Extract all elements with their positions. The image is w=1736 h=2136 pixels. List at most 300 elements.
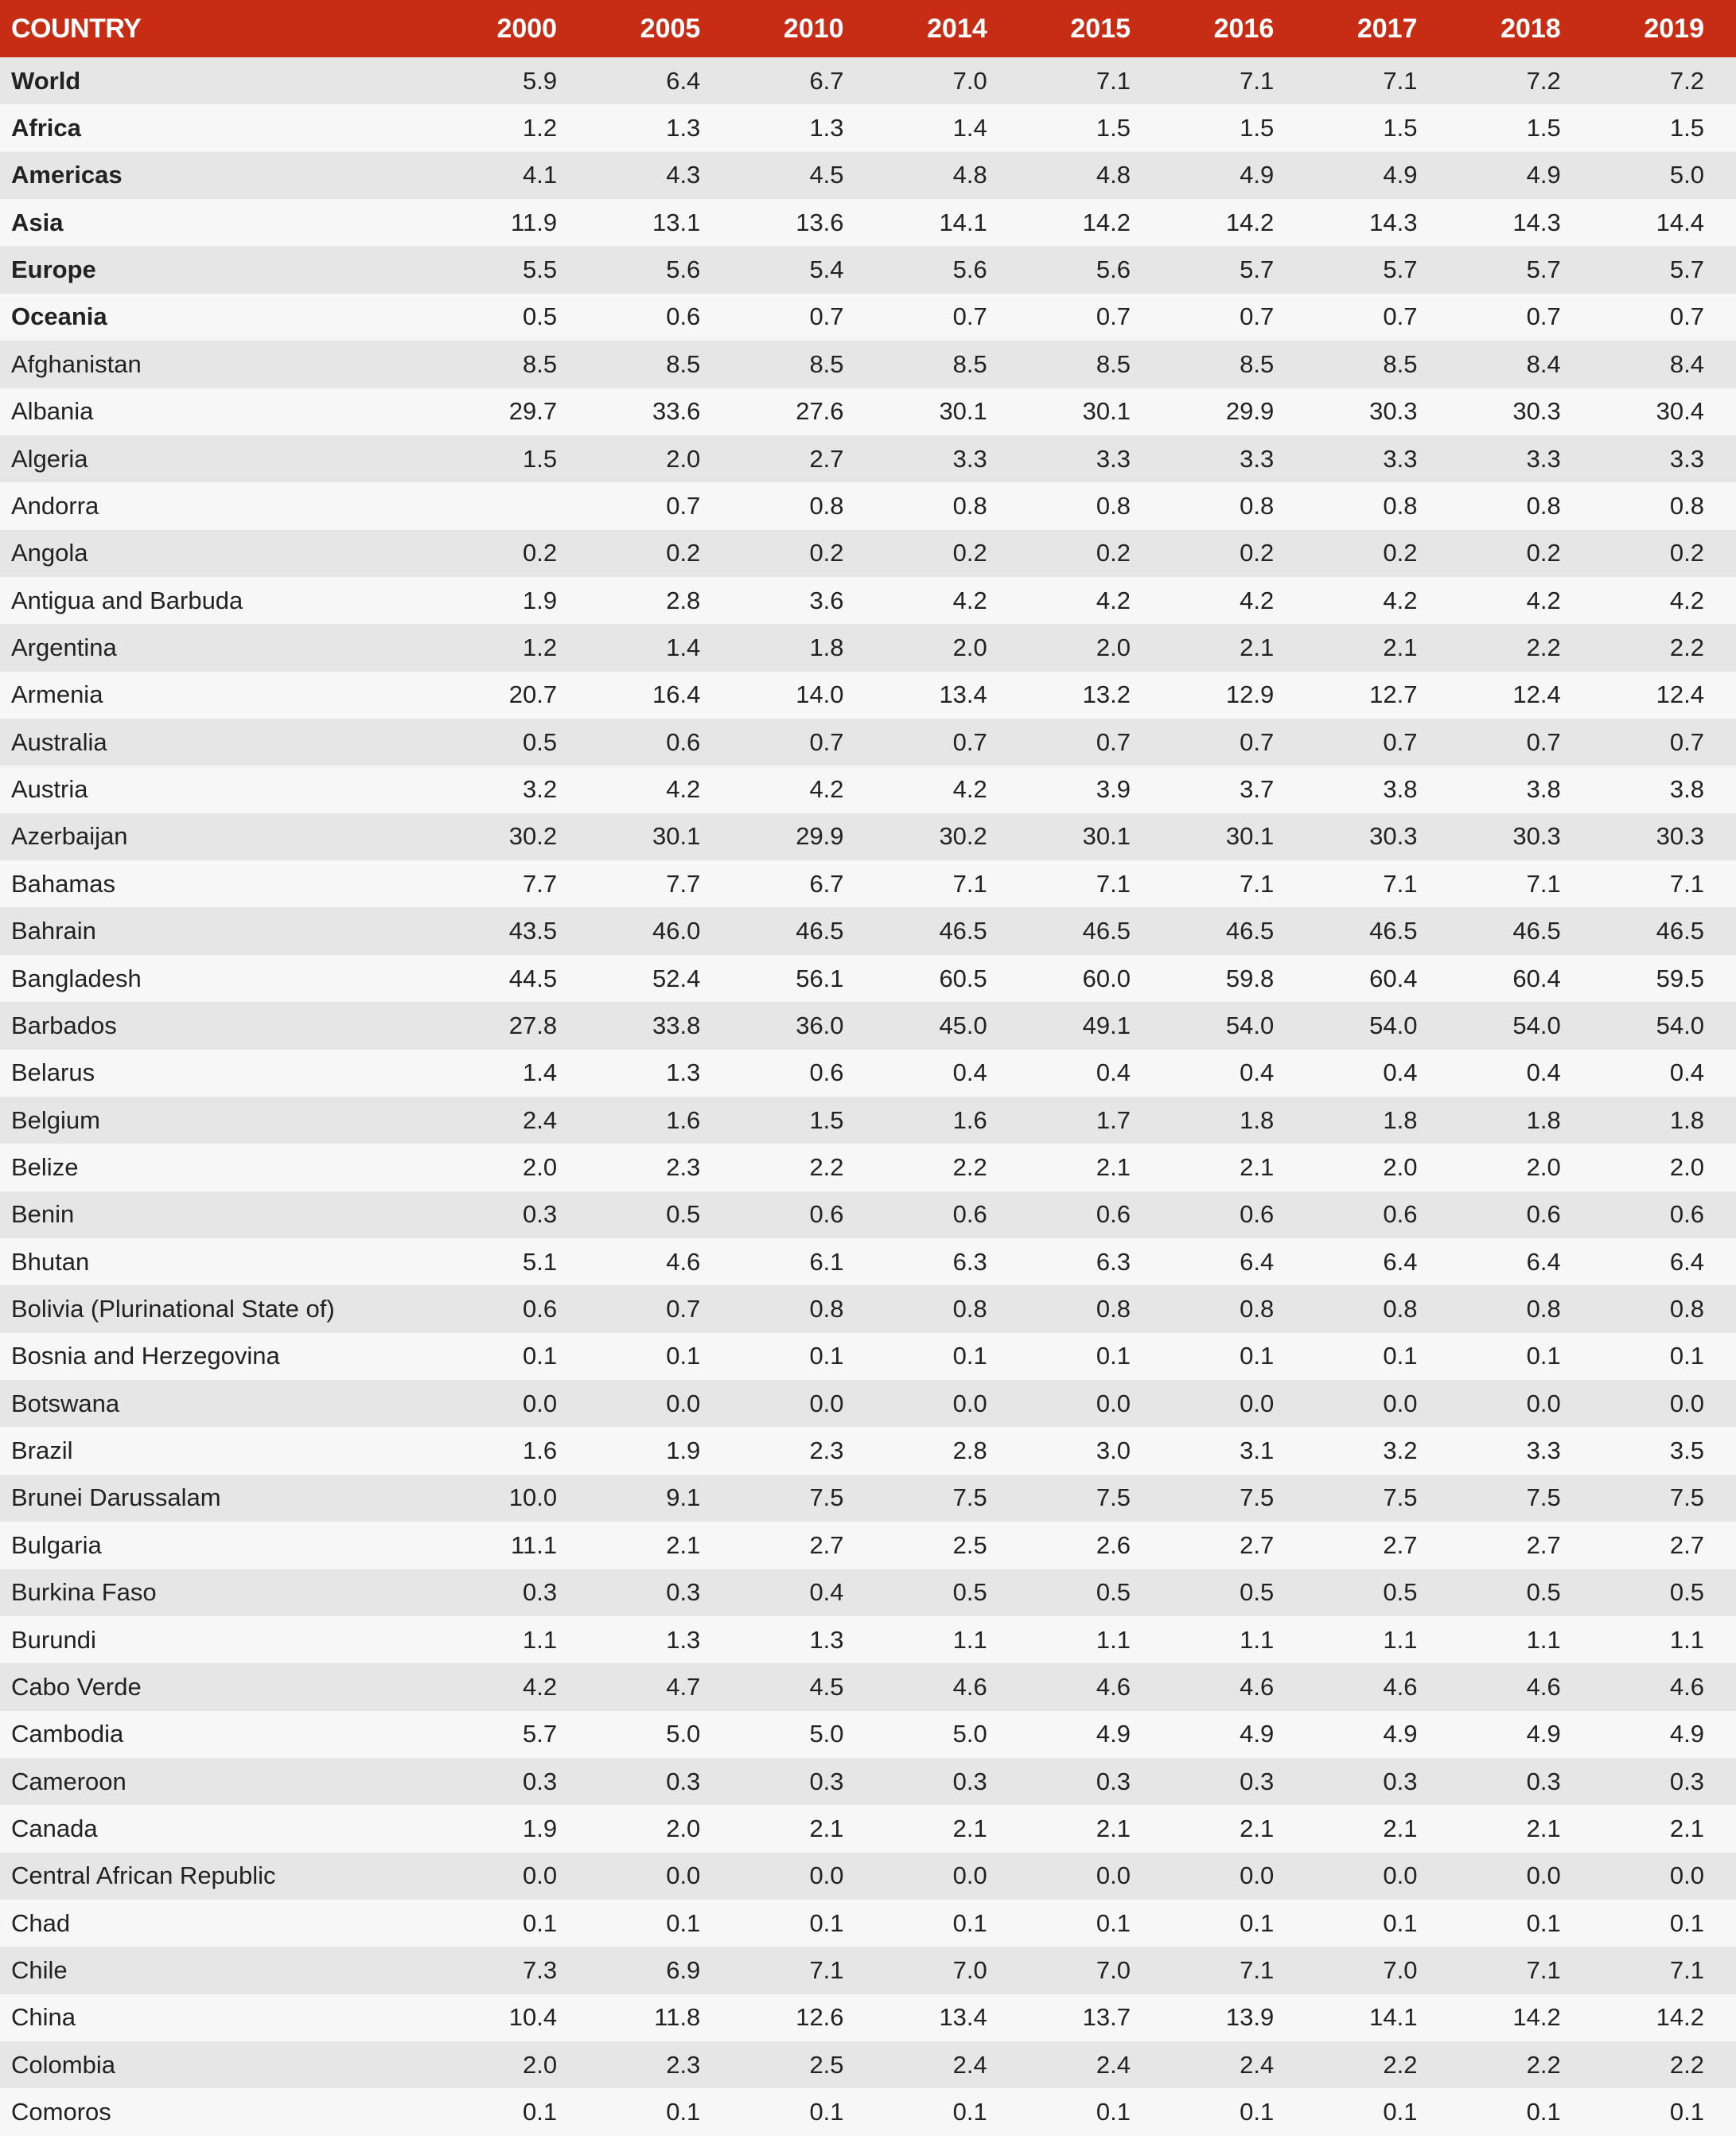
column-header-year: 2014 (927, 13, 987, 44)
value-cell: 0.2 (952, 539, 987, 567)
value-cell: 0.7 (666, 491, 701, 520)
value-cell: 2.8 (666, 586, 701, 614)
region-row (0, 104, 1736, 151)
value-cell: 0.0 (1383, 1389, 1418, 1417)
value-cell: 2.6 (1096, 1530, 1131, 1559)
value-cell: 60.4 (1512, 964, 1561, 992)
value-cell: 0.0 (1669, 1861, 1704, 1890)
value-cell: 0.8 (952, 491, 987, 520)
value-cell: 7.1 (1526, 869, 1561, 898)
value-cell: 7.1 (1526, 1956, 1561, 1985)
value-cell: 0.5 (522, 727, 558, 756)
region-row (0, 294, 1736, 341)
value-cell: 4.6 (1526, 1672, 1561, 1701)
value-cell: 2.0 (1096, 633, 1131, 661)
value-cell: 4.6 (666, 1247, 701, 1276)
value-cell: 12.4 (1512, 680, 1561, 709)
value-cell: 0.7 (1383, 302, 1418, 331)
value-cell: 14.1 (1369, 2003, 1418, 2032)
value-cell: 1.8 (809, 633, 844, 661)
value-cell: 6.7 (809, 869, 844, 898)
value-cell: 6.3 (1096, 1247, 1131, 1276)
value-cell: 0.1 (1240, 1908, 1275, 1937)
value-cell: 5.9 (522, 66, 558, 95)
value-cell: 0.7 (1240, 302, 1275, 331)
value-cell: 0.8 (809, 491, 844, 520)
value-cell: 8.5 (522, 349, 558, 378)
table-row (0, 1947, 1736, 1994)
value-cell: 7.5 (952, 1483, 987, 1512)
value-cell: 0.1 (952, 1908, 987, 1937)
value-cell: 10.0 (508, 1483, 558, 1512)
value-cell: 46.5 (1225, 917, 1275, 945)
country-name: Cambodia (11, 1720, 124, 1748)
value-cell: 2.4 (522, 1105, 558, 1134)
table-row (0, 1002, 1736, 1049)
value-cell: 13.9 (1225, 2003, 1275, 2032)
value-cell: 30.2 (508, 822, 558, 851)
value-cell: 1.6 (522, 1436, 558, 1465)
value-cell: 3.2 (522, 775, 558, 804)
value-cell: 0.6 (1240, 1200, 1275, 1229)
value-cell: 4.2 (1669, 586, 1704, 614)
value-cell: 2.0 (666, 444, 701, 473)
value-cell: 0.5 (666, 1200, 701, 1229)
value-cell: 7.7 (522, 869, 558, 898)
country-name: China (11, 2003, 76, 2032)
column-header-year: 2016 (1213, 13, 1275, 44)
region-name: Europe (11, 255, 96, 284)
country-name: Chile (11, 1956, 68, 1985)
value-cell: 46.5 (939, 917, 987, 945)
value-cell: 0.6 (1669, 1200, 1704, 1229)
value-cell: 33.6 (652, 397, 701, 426)
value-cell: 0.2 (666, 539, 701, 567)
value-cell: 0.4 (1526, 1058, 1561, 1087)
country-name: Belize (11, 1152, 79, 1181)
value-cell: 7.5 (1096, 1483, 1131, 1512)
value-cell: 1.1 (522, 1625, 558, 1654)
value-cell: 4.6 (1096, 1672, 1131, 1701)
value-cell: 2.3 (666, 1152, 701, 1181)
value-cell: 2.5 (809, 2050, 844, 2079)
value-cell: 0.6 (1383, 1200, 1418, 1229)
column-header-year: 2000 (496, 13, 558, 44)
value-cell: 1.2 (522, 633, 558, 661)
value-cell: 14.2 (1512, 2003, 1561, 2032)
value-cell: 1.3 (809, 1625, 844, 1654)
value-cell: 29.9 (1225, 397, 1275, 426)
column-header-year: 2018 (1501, 13, 1561, 44)
table-row (0, 1144, 1736, 1191)
table-row (0, 1853, 1736, 1900)
value-cell: 14.0 (796, 680, 844, 709)
value-cell: 4.9 (1383, 161, 1418, 189)
value-cell: 1.6 (666, 1105, 701, 1134)
value-cell: 0.8 (1669, 491, 1704, 520)
value-cell: 54.0 (1369, 1011, 1418, 1039)
value-cell: 1.3 (809, 114, 844, 142)
value-cell: 0.0 (1096, 1861, 1131, 1890)
value-cell: 3.3 (1240, 444, 1275, 473)
value-cell: 4.9 (1526, 1720, 1561, 1748)
value-cell: 9.1 (666, 1483, 701, 1512)
value-cell: 4.8 (1096, 161, 1131, 189)
column-header-year: 2015 (1070, 13, 1131, 44)
country-name: Australia (11, 727, 107, 756)
value-cell: 1.8 (1383, 1105, 1418, 1134)
table-row (0, 530, 1736, 577)
value-cell: 0.8 (952, 1295, 987, 1323)
value-cell: 3.8 (1669, 775, 1704, 804)
value-cell: 2.2 (1669, 633, 1704, 661)
value-cell: 0.4 (1383, 1058, 1418, 1087)
value-cell: 0.6 (1096, 1200, 1131, 1229)
value-cell: 0.1 (1383, 1342, 1418, 1370)
value-cell: 3.7 (1240, 775, 1275, 804)
value-cell: 4.2 (809, 775, 844, 804)
country-name: Canada (11, 1814, 98, 1842)
value-cell: 2.2 (1526, 2050, 1561, 2079)
value-cell: 2.2 (1526, 633, 1561, 661)
table-row (0, 955, 1736, 1002)
value-cell: 7.0 (1096, 1956, 1131, 1985)
value-cell: 4.2 (1526, 586, 1561, 614)
value-cell: 2.7 (1526, 1530, 1561, 1559)
value-cell: 30.3 (1512, 822, 1561, 851)
value-cell: 0.5 (1240, 1578, 1275, 1607)
table-row (0, 2041, 1736, 2088)
value-cell: 0.0 (1240, 1389, 1275, 1417)
value-cell: 6.4 (666, 66, 701, 95)
value-cell: 4.1 (522, 161, 558, 189)
value-cell: 0.7 (1096, 302, 1131, 331)
value-cell: 1.9 (522, 1814, 558, 1842)
value-cell: 7.5 (1240, 1483, 1275, 1512)
value-cell: 0.0 (1240, 1861, 1275, 1890)
value-cell: 0.7 (809, 727, 844, 756)
country-name: Colombia (11, 2050, 115, 2079)
value-cell: 49.1 (1082, 1011, 1131, 1039)
value-cell: 2.1 (1096, 1152, 1131, 1181)
value-cell: 5.0 (952, 1720, 987, 1748)
value-cell: 13.2 (1082, 680, 1131, 709)
value-cell: 0.0 (666, 1389, 701, 1417)
value-cell: 56.1 (796, 964, 844, 992)
value-cell: 12.6 (796, 2003, 844, 2032)
value-cell: 0.2 (1096, 539, 1131, 567)
value-cell: 2.0 (952, 633, 987, 661)
value-cell: 30.2 (939, 822, 987, 851)
value-cell: 0.1 (1526, 2098, 1561, 2126)
value-cell: 4.5 (809, 161, 844, 189)
value-cell: 2.1 (1240, 1814, 1275, 1842)
table-row (0, 1333, 1736, 1380)
value-cell: 6.7 (809, 66, 844, 95)
value-cell: 7.1 (1240, 869, 1275, 898)
value-cell: 1.5 (1526, 114, 1561, 142)
value-cell: 2.2 (809, 1152, 844, 1181)
value-cell: 2.1 (1526, 1814, 1561, 1842)
value-cell: 4.3 (666, 161, 701, 189)
value-cell: 5.0 (809, 1720, 844, 1748)
value-cell: 3.2 (1383, 1436, 1418, 1465)
country-name: Cabo Verde (11, 1672, 142, 1701)
value-cell: 0.1 (522, 1342, 558, 1370)
value-cell: 0.1 (1096, 2098, 1131, 2126)
value-cell: 0.8 (1526, 491, 1561, 520)
value-cell: 46.5 (1656, 917, 1704, 945)
value-cell: 2.1 (1096, 1814, 1131, 1842)
country-name: Andorra (11, 491, 99, 520)
value-cell: 1.6 (952, 1105, 987, 1134)
value-cell: 0.6 (1526, 1200, 1561, 1229)
country-name: Armenia (11, 680, 103, 709)
value-cell: 13.6 (796, 208, 844, 236)
value-cell: 7.1 (1383, 66, 1418, 95)
value-cell: 8.4 (1669, 349, 1704, 378)
value-cell: 0.6 (666, 302, 701, 331)
value-cell: 5.4 (809, 255, 844, 284)
value-cell: 0.7 (1669, 302, 1704, 331)
value-cell: 0.7 (666, 1295, 701, 1323)
value-cell: 0.1 (1526, 1342, 1561, 1370)
value-cell: 1.7 (1096, 1105, 1131, 1134)
value-cell: 5.0 (1669, 161, 1704, 189)
country-name: Albania (11, 397, 94, 426)
value-cell: 0.5 (1383, 1578, 1418, 1607)
value-cell: 0.6 (666, 727, 701, 756)
value-cell: 5.6 (666, 255, 701, 284)
table-row (0, 813, 1736, 860)
value-cell: 4.2 (1383, 586, 1418, 614)
value-cell: 0.2 (1240, 539, 1275, 567)
value-cell: 1.5 (809, 1105, 844, 1134)
table-row (0, 1380, 1736, 1427)
value-cell: 59.5 (1656, 964, 1704, 992)
value-cell: 2.0 (1526, 1152, 1561, 1181)
value-cell: 8.4 (1526, 349, 1561, 378)
value-cell: 14.2 (1656, 2003, 1704, 2032)
value-cell: 3.1 (1240, 1436, 1275, 1465)
value-cell: 0.5 (1096, 1578, 1131, 1607)
value-cell: 1.8 (1240, 1105, 1275, 1134)
value-cell: 0.1 (952, 2098, 987, 2126)
value-cell: 0.4 (809, 1578, 844, 1607)
value-cell: 30.3 (1369, 822, 1418, 851)
region-name: Asia (11, 208, 64, 236)
value-cell: 0.3 (666, 1767, 701, 1795)
value-cell: 7.0 (952, 66, 987, 95)
value-cell: 0.8 (1240, 1295, 1275, 1323)
value-cell: 1.1 (952, 1625, 987, 1654)
table-row (0, 719, 1736, 766)
value-cell: 2.0 (1669, 1152, 1704, 1181)
value-cell: 0.2 (522, 539, 558, 567)
value-cell: 0.3 (522, 1578, 558, 1607)
value-cell: 14.4 (1656, 208, 1704, 236)
value-cell: 7.1 (952, 869, 987, 898)
value-cell: 0.7 (952, 302, 987, 331)
value-cell: 10.4 (508, 2003, 558, 2032)
region-name: Oceania (11, 302, 107, 331)
value-cell: 2.0 (522, 1152, 558, 1181)
value-cell: 14.3 (1369, 208, 1418, 236)
value-cell: 20.7 (508, 680, 558, 709)
value-cell: 1.3 (666, 1625, 701, 1654)
value-cell: 0.3 (666, 1578, 701, 1607)
value-cell: 1.1 (1526, 1625, 1561, 1654)
value-cell: 4.9 (1526, 161, 1561, 189)
value-cell: 0.1 (666, 1908, 701, 1937)
table-row (0, 1569, 1736, 1616)
country-name: Bulgaria (11, 1530, 102, 1559)
table-row (0, 1900, 1736, 1947)
table-row (0, 1663, 1736, 1710)
value-cell: 2.1 (1383, 633, 1418, 661)
table-row (0, 1711, 1736, 1758)
region-name: Americas (11, 161, 123, 189)
value-cell: 8.5 (1096, 349, 1131, 378)
table-row (0, 672, 1736, 719)
value-cell: 2.1 (666, 1530, 701, 1559)
value-cell: 7.5 (809, 1483, 844, 1512)
value-cell: 4.2 (952, 586, 987, 614)
value-cell: 0.1 (1383, 1908, 1418, 1937)
region-row (0, 246, 1736, 293)
value-cell: 0.0 (809, 1389, 844, 1417)
value-cell: 0.8 (1096, 1295, 1131, 1323)
value-cell: 1.3 (666, 114, 701, 142)
column-header-country: COUNTRY (11, 13, 142, 44)
value-cell: 12.4 (1656, 680, 1704, 709)
value-cell: 1.5 (1383, 114, 1418, 142)
value-cell: 3.3 (1669, 444, 1704, 473)
value-cell: 0.0 (666, 1861, 701, 1890)
value-cell: 3.5 (1669, 1436, 1704, 1465)
value-cell: 2.7 (1240, 1530, 1275, 1559)
value-cell: 13.4 (939, 680, 987, 709)
value-cell: 4.9 (1240, 161, 1275, 189)
value-cell: 0.2 (1383, 539, 1418, 567)
value-cell: 0.1 (1669, 1908, 1704, 1937)
table-row (0, 1427, 1736, 1474)
value-cell: 8.5 (809, 349, 844, 378)
table-row (0, 1758, 1736, 1805)
value-cell: 4.7 (666, 1672, 701, 1701)
value-cell: 11.8 (654, 2003, 701, 2032)
value-cell: 1.2 (522, 114, 558, 142)
table-row (0, 435, 1736, 482)
table-row (0, 1238, 1736, 1285)
table-row (0, 1097, 1736, 1144)
column-header-year: 2010 (783, 13, 844, 44)
value-cell: 0.1 (1096, 1908, 1131, 1937)
table-row (0, 2088, 1736, 2135)
value-cell: 60.0 (1082, 964, 1131, 992)
value-cell: 13.1 (652, 208, 701, 236)
value-cell: 0.1 (1240, 2098, 1275, 2126)
value-cell: 1.1 (1240, 1625, 1275, 1654)
value-cell: 6.1 (809, 1247, 844, 1276)
value-cell: 0.1 (1669, 1342, 1704, 1370)
value-cell: 0.1 (1383, 2098, 1418, 2126)
value-cell: 2.4 (1240, 2050, 1275, 2079)
value-cell: 29.7 (508, 397, 558, 426)
table-row (0, 1805, 1736, 1852)
country-name: Brazil (11, 1436, 73, 1465)
value-cell: 2.0 (522, 2050, 558, 2079)
value-cell: 0.0 (522, 1389, 558, 1417)
value-cell: 1.3 (666, 1058, 701, 1087)
value-cell: 0.0 (1526, 1389, 1561, 1417)
table-row (0, 482, 1736, 529)
value-cell: 30.1 (1082, 822, 1131, 851)
value-cell: 5.5 (522, 255, 558, 284)
value-cell: 3.8 (1383, 775, 1418, 804)
value-cell: 0.0 (1669, 1389, 1704, 1417)
value-cell: 7.1 (1669, 869, 1704, 898)
country-name: Benin (11, 1200, 75, 1229)
value-cell: 0.4 (1669, 1058, 1704, 1087)
value-cell: 43.5 (508, 917, 558, 945)
value-cell: 2.7 (809, 1530, 844, 1559)
value-cell: 46.5 (1512, 917, 1561, 945)
value-cell: 46.5 (796, 917, 844, 945)
value-cell: 3.3 (1526, 1436, 1561, 1465)
value-cell: 45.0 (939, 1011, 987, 1039)
value-cell: 46.5 (1082, 917, 1131, 945)
value-cell: 0.6 (809, 1058, 844, 1087)
value-cell: 54.0 (1225, 1011, 1275, 1039)
value-cell: 1.1 (1383, 1625, 1418, 1654)
table-row (0, 577, 1736, 624)
value-cell: 0.6 (522, 1295, 558, 1323)
value-cell: 0.4 (952, 1058, 987, 1087)
country-name: Cameroon (11, 1767, 127, 1795)
value-cell: 8.5 (952, 349, 987, 378)
value-cell: 0.3 (1240, 1767, 1275, 1795)
country-name: Austria (11, 775, 88, 804)
table-row (0, 1522, 1736, 1569)
value-cell: 1.5 (1669, 114, 1704, 142)
value-cell: 4.6 (1669, 1672, 1704, 1701)
value-cell: 0.1 (809, 2098, 844, 2126)
value-cell: 1.1 (1096, 1625, 1131, 1654)
value-cell: 0.4 (1240, 1058, 1275, 1087)
table-row (0, 388, 1736, 435)
value-cell: 0.7 (1240, 727, 1275, 756)
value-cell: 14.1 (939, 208, 987, 236)
value-cell: 52.4 (652, 964, 701, 992)
value-cell: 1.1 (1669, 1625, 1704, 1654)
value-cell: 0.7 (1096, 727, 1131, 756)
value-cell: 44.5 (508, 964, 558, 992)
value-cell: 7.2 (1669, 66, 1704, 95)
value-cell: 3.8 (1526, 775, 1561, 804)
value-cell: 0.8 (1096, 491, 1131, 520)
value-cell: 0.1 (1096, 1342, 1131, 1370)
country-name: Argentina (11, 633, 117, 661)
region-row (0, 152, 1736, 199)
value-cell: 6.4 (1240, 1247, 1275, 1276)
value-cell: 7.1 (1240, 1956, 1275, 1985)
value-cell: 2.3 (666, 2050, 701, 2079)
value-cell: 3.9 (1096, 775, 1131, 804)
value-cell: 0.5 (522, 302, 558, 331)
value-cell: 0.7 (1526, 302, 1561, 331)
country-name: Bahamas (11, 869, 115, 898)
